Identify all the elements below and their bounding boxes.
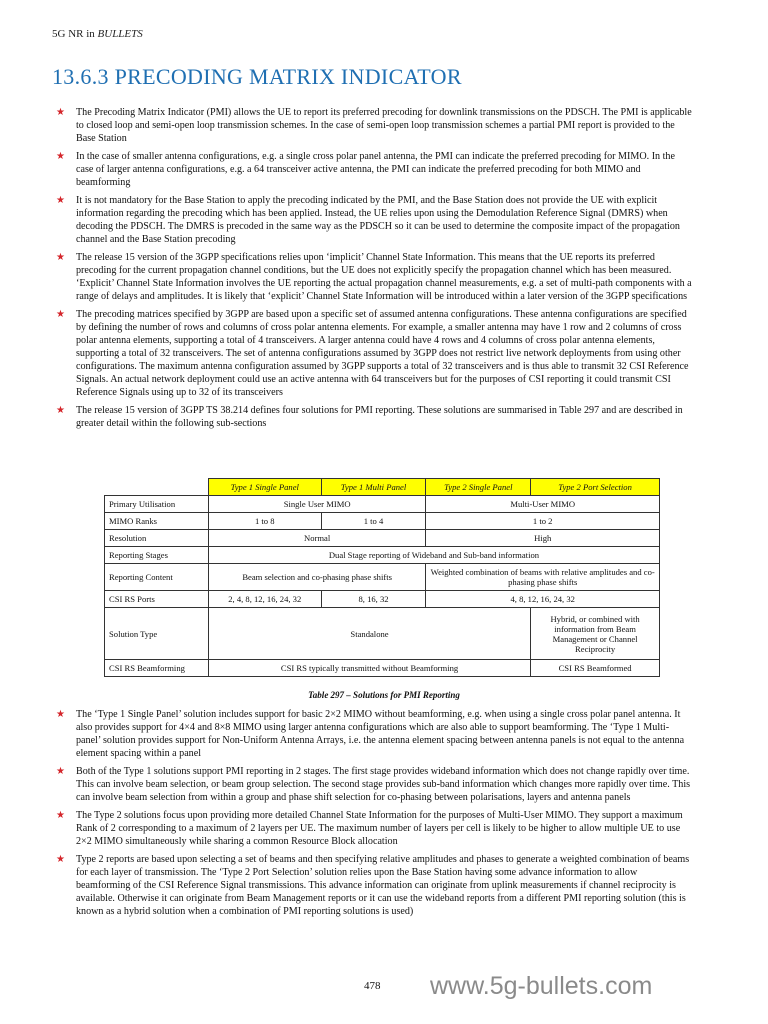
table-row (105, 608, 660, 660)
star-bullet-icon: ★ (56, 107, 65, 118)
bullet-text: The release 15 version of 3GPP TS 38.214 defines four solutions for PMI reporting. These solutions are summarised in Table 297 and are described in greater detail within the following sub-sections (76, 405, 683, 429)
table-cell: Single User MIMO (208, 496, 426, 513)
running-header (52, 28, 143, 40)
star-bullet-icon: ★ (56, 709, 65, 720)
bullet-item (56, 853, 692, 918)
row-header: Reporting Stages (105, 547, 209, 564)
table-cell: CSI RS Beamformed (531, 660, 660, 677)
star-bullet-icon: ★ (56, 195, 65, 206)
bullet-item (56, 809, 692, 848)
table-cell: 4, 8, 12, 16, 24, 32 (426, 591, 660, 608)
table-row (105, 513, 660, 530)
column-header: Type 1 Single Panel (208, 479, 321, 496)
star-bullet-icon: ★ (56, 151, 65, 162)
row-header: Resolution (105, 530, 209, 547)
bullet-item (56, 308, 692, 399)
row-header: Solution Type (105, 608, 209, 660)
table-corner (105, 479, 209, 496)
table-cell: 1 to 4 (321, 513, 426, 530)
table-cell: High (426, 530, 660, 547)
bullet-text: The ‘Type 1 Single Panel’ solution includes support for basic 2×2 MIMO without beamforming, e.g. when using a single cross polar panel antenna. It also provides support for 4×4 and 8×8 MIMO using larger antenna configurations which are also able to support beamforming. The ‘Type 1 Multi-panel’ solution provides support for Non-Uniform Antenna Arrays, i.e. the antenna element spacing between antenna panels is not equal to the antenna element spacing within a panel (76, 709, 685, 759)
bullet-item (56, 251, 692, 303)
table-cell: Beam selection and co-phasing phase shifts (208, 564, 426, 591)
bullet-text: It is not mandatory for the Base Station to apply the precoding indicated by the PMI, and the Base Station does not provide the UE with explicit information regarding the precoding which has been applied. Instead, the UE relies upon using the Demodulation Reference Signal (DMRS) when decoding the PDSCH. The DMRS is precoded in the same way as the PDSCH so it can be used to determine the composite impact of the propagation channel and the Base Station precoding (76, 195, 680, 245)
column-header: Type 2 Single Panel (426, 479, 531, 496)
table-cell: Weighted combination of beams with relative amplitudes and co-phasing phase shifts (426, 564, 660, 591)
table-cell: CSI RS typically transmitted without Beamforming (208, 660, 530, 677)
table-cell: Normal (208, 530, 426, 547)
row-header: CSI RS Ports (105, 591, 209, 608)
bullet-item (56, 765, 692, 804)
table-row (105, 530, 660, 547)
star-bullet-icon: ★ (56, 854, 65, 865)
bullet-text: Both of the Type 1 solutions support PMI reporting in 2 stages. The first stage provides wideband information which does not change rapidly over time. This can involve beam selection, or beam group selection. The second stage provides sub-band information which changes more rapidly over time. This can involve beam selection from within a group and phase shift selection for co-phasing between polarisations, layers and antenna panels (76, 766, 691, 803)
running-header-emphasis: BULLETS (97, 28, 143, 40)
table-row (105, 660, 660, 677)
table-row (105, 496, 660, 513)
star-bullet-icon: ★ (56, 766, 65, 777)
table-row (105, 564, 660, 591)
table-cell: 2, 4, 8, 12, 16, 24, 32 (208, 591, 321, 608)
bullet-text: The Type 2 solutions focus upon providing more detailed Channel State Information for the purposes of Multi-User MIMO. They support a maximum Rank of 2 corresponding to a maximum of 2 layers per UE. The maximum number of layers per cell is likely to be higher to allow multiple UE to use 2×2 MIMO simultaneously while sharing a common Resource Block allocation (76, 810, 683, 847)
star-bullet-icon: ★ (56, 810, 65, 821)
bullet-text: The Precoding Matrix Indicator (PMI) allows the UE to report its preferred precoding for downlink transmissions on the PDSCH. The PMI is applicable to closed loop and semi-open loop transmission schemes. In the case of semi-open loop transmission schemes a partial PMI report is provided to the Base Station (76, 107, 692, 144)
bullet-text: The release 15 version of the 3GPP specifications relies upon ‘implicit’ Channel State Information. This means that the UE reports its preferred precoding for the current propagation channel conditions, but the UE does not explicitly specify the propagation channel which has been measured. ‘Explicit’ Channel State Information involves the UE reporting the actual propagation channel measurements, e.g. a set of multi-path components with a range of delays and amplitudes. It is likely that ‘explicit’ Channel State Information will be introduced within a later version of the 3GPP specifications (76, 252, 692, 302)
bullet-item (56, 194, 692, 246)
bullet-item (56, 708, 692, 760)
bullet-list-after (56, 708, 692, 923)
star-bullet-icon: ★ (56, 309, 65, 320)
bullet-item (56, 150, 692, 189)
table-header-row (105, 479, 660, 496)
row-header: MIMO Ranks (105, 513, 209, 530)
column-header: Type 1 Multi Panel (321, 479, 426, 496)
table-cell: 1 to 8 (208, 513, 321, 530)
table-caption: Table 297 – Solutions for PMI Reporting (308, 690, 460, 700)
star-bullet-icon: ★ (56, 405, 65, 416)
table-cell: Hybrid, or combined with information from Beam Management or Channel Reciprocity (531, 608, 660, 660)
star-bullet-icon: ★ (56, 252, 65, 263)
bullet-item (56, 106, 692, 145)
bullet-item (56, 404, 692, 430)
table-cell: Dual Stage reporting of Wideband and Sub-band information (208, 547, 659, 564)
table-cell: Standalone (208, 608, 530, 660)
pmi-solutions-table (104, 478, 660, 677)
column-header: Type 2 Port Selection (531, 479, 660, 496)
table-row (105, 591, 660, 608)
table-row (105, 547, 660, 564)
running-header-prefix: 5G NR in (52, 28, 98, 40)
table-cell: 1 to 2 (426, 513, 660, 530)
page-number: 478 (364, 980, 381, 992)
table-cell: 8, 16, 32 (321, 591, 426, 608)
bullet-text: Type 2 reports are based upon selecting a set of beams and then specifying relative amplitudes and phases to generate a weighted combination of beams for each layer of transmission. The ‘Type 2 Port Selection’ solution relies upon the Base Station having some advance information to allow beamforming of the CSI Reference Signal transmissions. This advance information can originate from uplink measurements if channel reciprocity is available. Otherwise it can originate from Beam Management reports or it can use the wideband reports from a different PMI reporting solution (this is known as a hybrid solution when a combination of PMI reporting solutions is used) (76, 854, 690, 917)
table-cell: Multi-User MIMO (426, 496, 660, 513)
row-header: Reporting Content (105, 564, 209, 591)
section-title: 13.6.3 PRECODING MATRIX INDICATOR (52, 64, 462, 89)
row-header: Primary Utilisation (105, 496, 209, 513)
website-watermark: www.5g-bullets.com (430, 972, 653, 1000)
bullet-text: In the case of smaller antenna configurations, e.g. a single cross polar panel antenna, the PMI can indicate the preferred precoding for MIMO. In the case of larger antenna configurations, e.g. a 64 transceiver active antenna, the PMI can indicate the preferred precoding for both MIMO and beamforming (76, 151, 675, 188)
bullet-text: The precoding matrices specified by 3GPP are based upon a specific set of assumed antenna configurations. These antenna configurations are specified by defining the number of rows and columns of cross polar antenna elements. For example, a smaller antenna may have 1 row and 2 columns of cross polar antenna elements, supporting a total of 4 transceivers. A larger antenna could have 4 rows and 4 columns of cross polar antenna elements, supporting a total of 32 transceivers. The set of antenna configurations assumed by 3GPP does not restrict live network deployments from using other configurations. The maximum antenna configuration assumed by 3GPP supports a total of 32 transceivers and is thus able to transmit 32 CSI Reference Signals. An actual network deployment could use an active antenna with 64 transceivers but for the purposes of CSI reporting it could transmit CSI Reference Signals using up to 32 of its transceivers (76, 309, 689, 398)
row-header: CSI RS Beamforming (105, 660, 209, 677)
bullet-list-intro (56, 106, 692, 435)
